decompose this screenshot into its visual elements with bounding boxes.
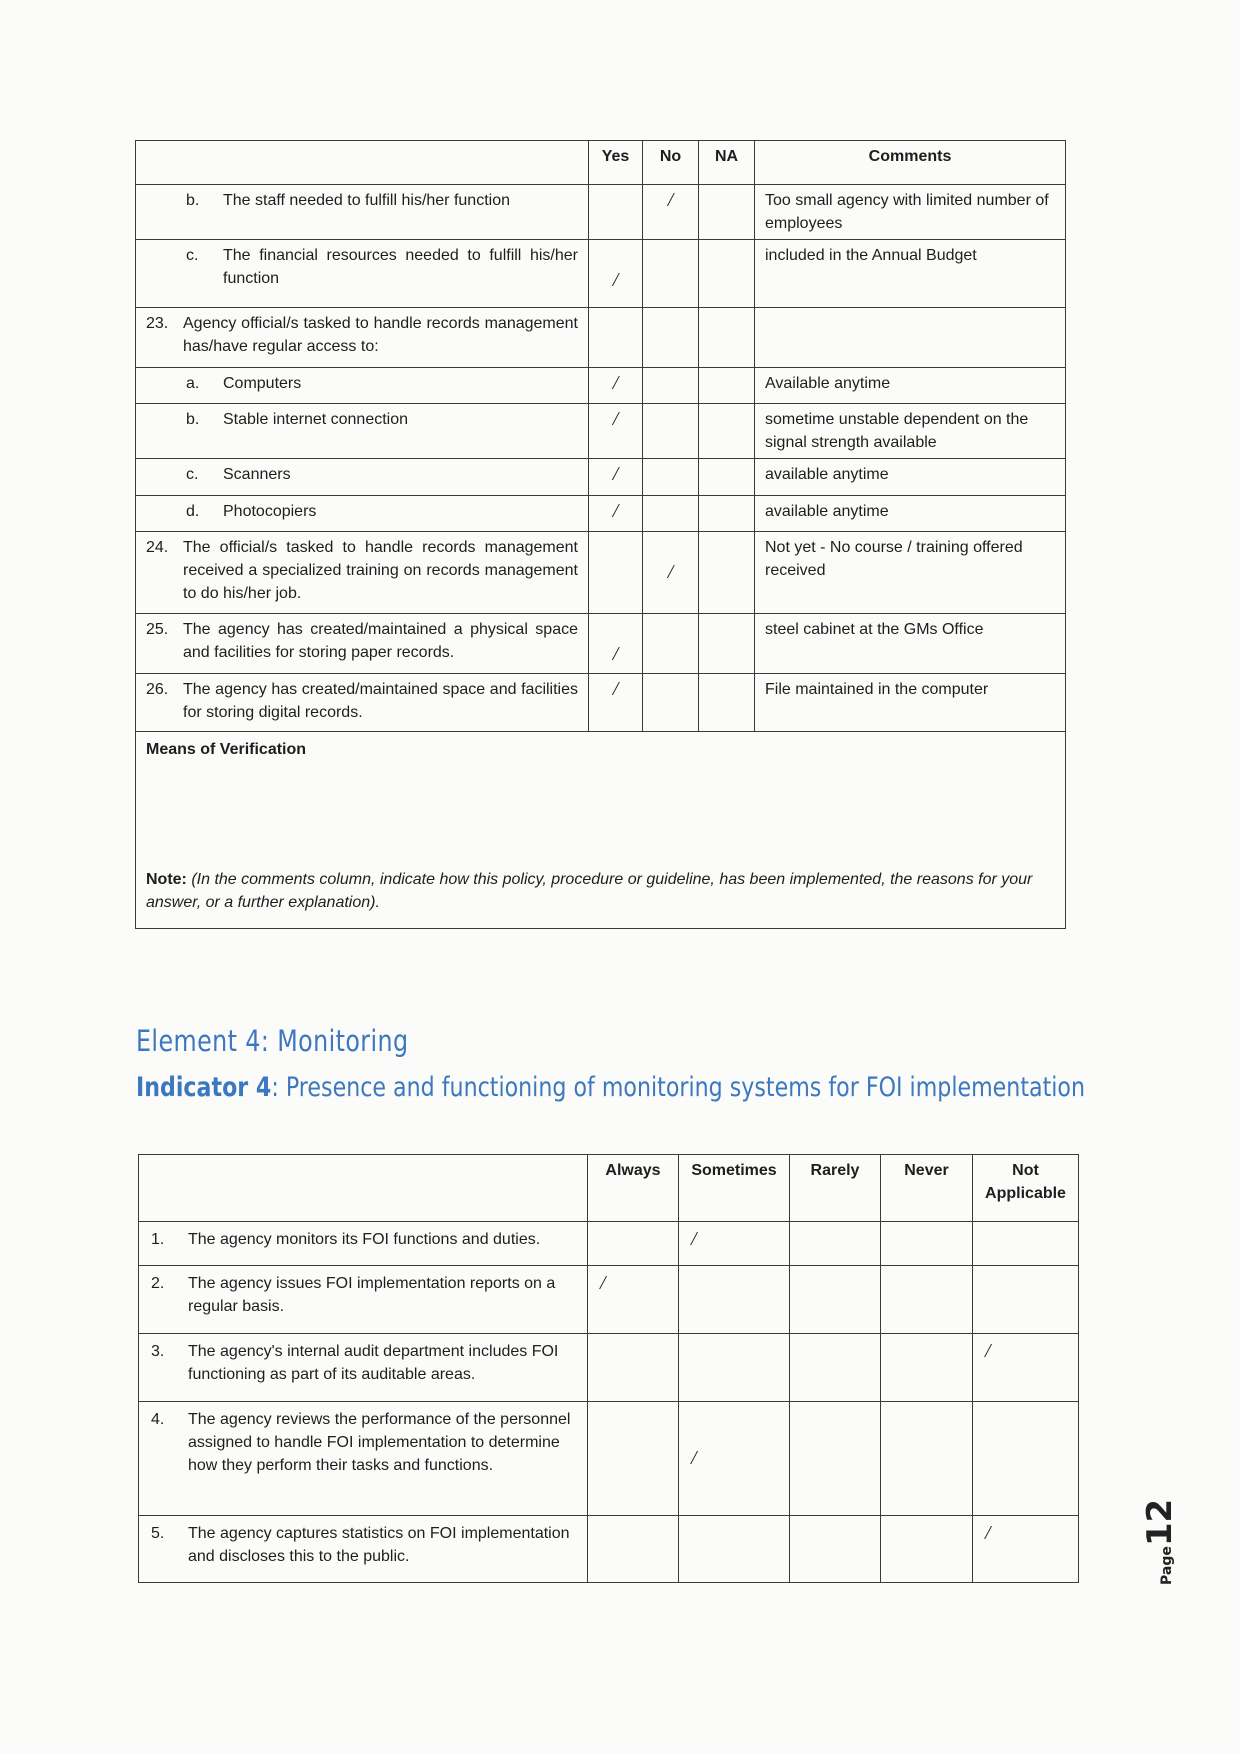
header-na: NA xyxy=(699,141,755,185)
row-question: The agency has created/maintained space and facilities for storing digital records. xyxy=(183,681,578,721)
comment: included in the Annual Budget xyxy=(755,240,1066,308)
table-header-row xyxy=(136,141,1066,185)
row-question: The agency captures statistics on FOI implementation and discloses this to the public. xyxy=(188,1525,570,1565)
foi-monitoring-table xyxy=(138,1154,1079,1583)
note xyxy=(146,868,1055,914)
yes-mark: / xyxy=(612,269,619,291)
table-row xyxy=(139,1402,1079,1516)
table-row xyxy=(136,459,1066,496)
row-label: c. xyxy=(186,247,199,264)
no-mark: / xyxy=(667,189,674,211)
table-header-row xyxy=(139,1155,1079,1222)
comment: available anytime xyxy=(755,496,1066,532)
table-row xyxy=(139,1222,1079,1266)
row-number: 25. xyxy=(146,621,169,638)
not-applicable-mark: / xyxy=(985,1522,991,1544)
comment: File maintained in the computer xyxy=(755,674,1066,732)
row-number: 4. xyxy=(151,1411,165,1428)
comment xyxy=(755,308,1066,368)
table-row xyxy=(136,308,1066,368)
row-question: Photocopiers xyxy=(223,503,317,520)
yes-mark: / xyxy=(612,643,619,665)
header-no: No xyxy=(643,141,699,185)
header-never: Never xyxy=(881,1155,973,1222)
row-label: b. xyxy=(186,411,200,428)
note-label: Note: xyxy=(146,871,187,888)
table-row xyxy=(139,1266,1079,1334)
row-number: 5. xyxy=(151,1525,165,1542)
element-heading: Element 4: Monitoring xyxy=(136,1024,409,1058)
page-label: Page xyxy=(1159,1546,1175,1585)
row-question: The staff needed to fulfill his/her function xyxy=(223,192,510,209)
not-applicable-mark: / xyxy=(985,1340,991,1362)
row-question: Scanners xyxy=(223,466,291,483)
table-row xyxy=(136,404,1066,459)
means-of-verification-label: Means of Verification xyxy=(146,741,307,758)
header-yes: Yes xyxy=(589,141,643,185)
header-sometimes: Sometimes xyxy=(679,1155,790,1222)
row-question: The official/s tasked to handle records management received a specialized training on records management to do his/her job. xyxy=(183,539,578,602)
header-rarely: Rarely xyxy=(790,1155,881,1222)
header-always: Always xyxy=(588,1155,679,1222)
row-question: Agency official/s tasked to handle records management has/have regular access to: xyxy=(183,315,578,355)
yes-mark: / xyxy=(612,500,619,522)
row-question: The agency monitors its FOI functions and duties. xyxy=(188,1231,541,1248)
yes-mark: / xyxy=(612,463,619,485)
comment: Not yet - No course / training offered received xyxy=(755,532,1066,614)
yes-mark: / xyxy=(612,408,619,430)
table-row xyxy=(136,614,1066,674)
sometimes-mark: / xyxy=(691,1228,697,1250)
table-row xyxy=(136,185,1066,240)
row-question: The agency reviews the performance of the personnel assigned to handle FOI implementation to determine how they perform their tasks and functions. xyxy=(188,1411,571,1474)
table-row xyxy=(136,496,1066,532)
row-question: Stable internet connection xyxy=(223,411,409,428)
row-question: Computers xyxy=(223,375,302,392)
records-access-table xyxy=(135,140,1066,929)
row-number: 24. xyxy=(146,539,169,556)
row-number: 1. xyxy=(151,1231,165,1248)
always-mark: / xyxy=(600,1272,606,1294)
means-of-verification-row xyxy=(136,732,1066,929)
indicator-text: : Presence and functioning of monitoring systems for FOI implementation xyxy=(271,1072,1085,1103)
yes-mark: / xyxy=(612,372,619,394)
row-label: a. xyxy=(186,375,200,392)
indicator-label: Indicator 4 xyxy=(136,1072,272,1103)
table-row xyxy=(136,532,1066,614)
row-number: 23. xyxy=(146,315,169,332)
header-not-applicable: Not Applicable xyxy=(973,1155,1079,1222)
row-number: 26. xyxy=(146,681,169,698)
comment: steel cabinet at the GMs Office xyxy=(755,614,1066,674)
header-comments: Comments xyxy=(755,141,1066,185)
row-label: c. xyxy=(186,466,199,483)
comment: Too small agency with limited number of employees xyxy=(755,185,1066,240)
indicator-heading xyxy=(136,1072,1085,1103)
row-label: b. xyxy=(186,192,200,209)
no-mark: / xyxy=(667,560,674,583)
header-blank xyxy=(136,141,589,185)
row-label: d. xyxy=(186,503,200,520)
page-number-value: 12 xyxy=(1140,1498,1180,1547)
table-row xyxy=(136,368,1066,404)
comment: sometime unstable dependent on the signal strength available xyxy=(755,404,1066,459)
row-number: 2. xyxy=(151,1275,165,1292)
row-question: The agency's internal audit department includes FOI functioning as part of its auditable areas. xyxy=(188,1343,559,1383)
header-blank xyxy=(139,1155,588,1222)
comment: available anytime xyxy=(755,459,1066,496)
row-question: The agency has created/maintained a physical space and facilities for storing paper records. xyxy=(183,621,578,661)
note-text: (In the comments column, indicate how this policy, procedure or guideline, has been implemented, the reasons for your answer, or a further explanation). xyxy=(146,871,1033,911)
table-row xyxy=(136,674,1066,732)
page-number xyxy=(1140,1498,1200,1585)
table-row xyxy=(139,1334,1079,1402)
row-question: The agency issues FOI implementation reports on a regular basis. xyxy=(188,1275,556,1315)
yes-mark: / xyxy=(612,678,619,700)
row-question: The financial resources needed to fulfill his/her function xyxy=(223,247,578,287)
comment: Available anytime xyxy=(755,368,1066,404)
row-number: 3. xyxy=(151,1343,165,1360)
table-row xyxy=(136,240,1066,308)
sometimes-mark: / xyxy=(691,1446,697,1469)
table-row xyxy=(139,1516,1079,1583)
